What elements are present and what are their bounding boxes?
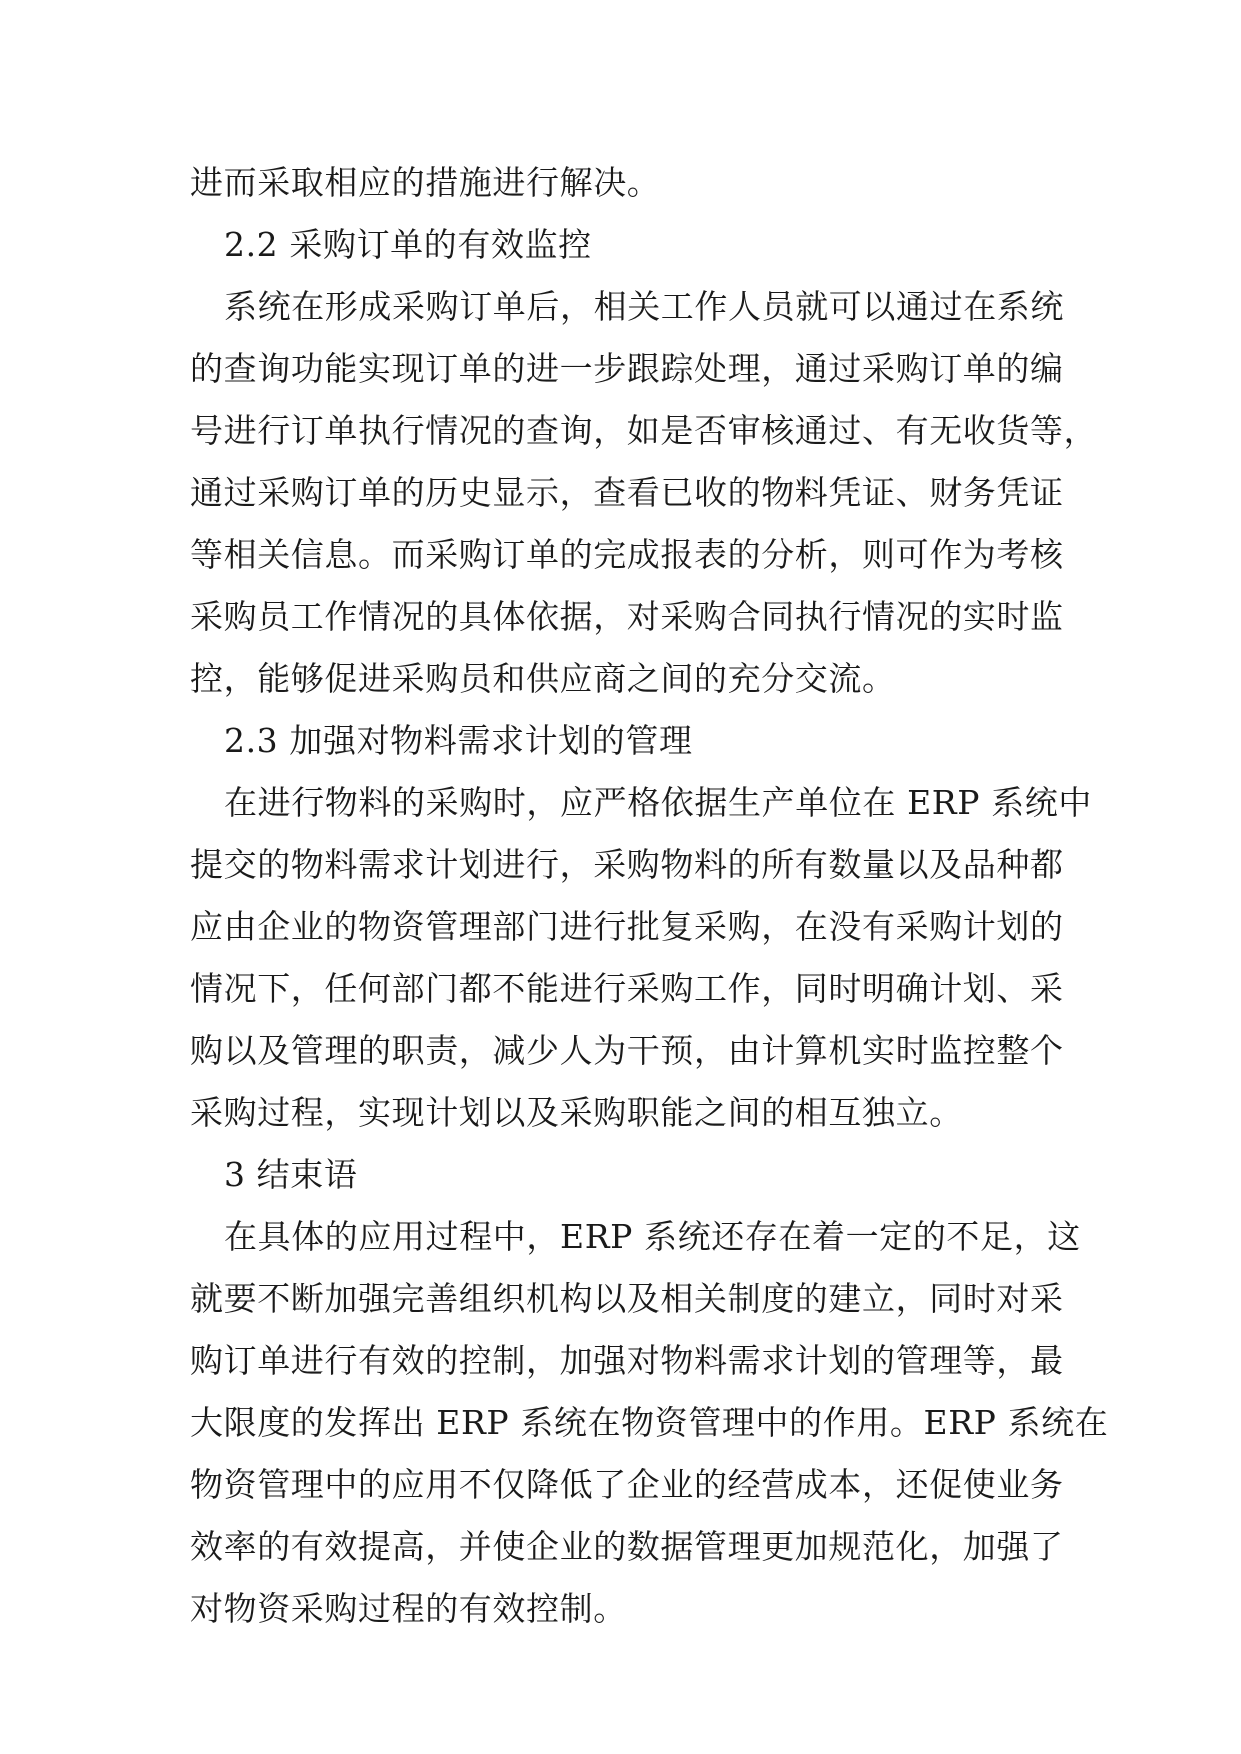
paragraph-line: 情况下，任何部门都不能进行采购工作，同时明确计划、采	[190, 969, 1064, 1008]
paragraph-line: 进而采取相应的措施进行解决。	[190, 163, 661, 202]
paragraph-line: 对物资采购过程的有效控制。	[190, 1589, 627, 1628]
paragraph-line: 在具体的应用过程中，ERP 系统还存在着一定的不足，这	[224, 1217, 1081, 1256]
paragraph-line: 效率的有效提高，并使企业的数据管理更加规范化，加强了	[190, 1527, 1064, 1566]
paragraph-line: 购订单进行有效的控制，加强对物料需求计划的管理等，最	[190, 1341, 1064, 1380]
section-heading: 2.2 采购订单的有效监控	[224, 225, 592, 264]
paragraph-line: 物资管理中的应用不仅降低了企业的经营成本，还促使业务	[190, 1465, 1064, 1504]
paragraph-line: 提交的物料需求计划进行，采购物料的所有数量以及品种都	[190, 845, 1064, 884]
paragraph-line: 采购过程，实现计划以及采购职能之间的相互独立。	[190, 1093, 963, 1132]
paragraph-line: 就要不断加强完善组织机构以及相关制度的建立，同时对采	[190, 1279, 1064, 1318]
section-heading: 2.3 加强对物料需求计划的管理	[224, 721, 693, 760]
paragraph-line: 控，能够促进采购员和供应商之间的充分交流。	[190, 659, 896, 698]
paragraph-line: 大限度的发挥出 ERP 系统在物资管理中的作用。ERP 系统在	[190, 1403, 1109, 1442]
section-heading: 3 结束语	[224, 1155, 358, 1194]
paragraph-line: 号进行订单执行情况的查询，如是否审核通过、有无收货等，	[190, 411, 1098, 450]
paragraph-line: 通过采购订单的历史显示，查看已收的物料凭证、财务凭证	[190, 473, 1064, 512]
paragraph-line: 应由企业的物资管理部门进行批复采购，在没有采购计划的	[190, 907, 1064, 946]
paragraph-line: 在进行物料的采购时，应严格依据生产单位在 ERP 系统中	[224, 783, 1092, 822]
paragraph-line: 的查询功能实现订单的进一步跟踪处理，通过采购订单的编	[190, 349, 1064, 388]
paragraph-line: 购以及管理的职责，减少人为干预，由计算机实时监控整个	[190, 1031, 1064, 1070]
paragraph-line: 系统在形成采购订单后，相关工作人员就可以通过在系统	[224, 287, 1064, 326]
paragraph-line: 采购员工作情况的具体依据，对采购合同执行情况的实时监	[190, 597, 1064, 636]
paragraph-line: 等相关信息。而采购订单的完成报表的分析，则可作为考核	[190, 535, 1064, 574]
